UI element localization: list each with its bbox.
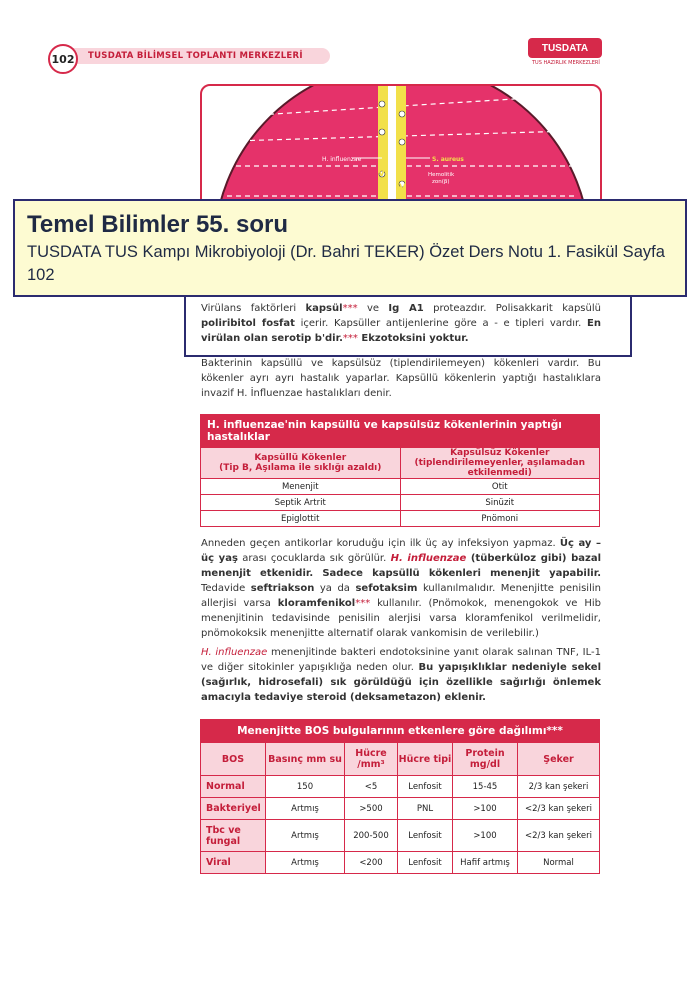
table-cell: 15-45: [453, 776, 518, 798]
table-row: [201, 511, 600, 527]
bold-sequelae: Bu yapışıklıklar nedeniyle sekel (sağırlık, hidrosefali) sık görüldüğü için özellikle sağırlığı önlemek amacıyla tedaviye steroid (deksametazon) eklenir.: [201, 662, 602, 703]
table1-title: H. influenzae'nin kapsüllü ve kapsülsüz kökenlerinin yaptığı hastalıklar: [201, 415, 600, 448]
bold-serotype: En virülan olan serotip b'dir.: [201, 318, 601, 344]
table-cell: Lenfosit: [398, 776, 453, 798]
table-cell: Otit: [400, 479, 600, 495]
table-cell: Artmış: [266, 852, 345, 874]
table-cell: <200: [345, 852, 398, 874]
table-row: [201, 479, 600, 495]
row-label: Normal: [201, 776, 266, 798]
table-cell: <5: [345, 776, 398, 798]
table-cell: <2/3 kan şekeri: [518, 798, 600, 820]
label-hemolytic-zone: zon(β): [432, 179, 450, 185]
logo-subtitle: TUS HAZIRLIK MERKEZLERİ: [532, 60, 600, 66]
question-source: TUSDATA TUS Kampı Mikrobiyoloji (Dr. Bahri TEKER) Özet Ders Notu 1. Fasikül Sayfa 102: [27, 243, 665, 284]
label-h-influenzae: H. influenzae: [322, 156, 362, 163]
marker-v-3: V: [378, 169, 385, 179]
text-span: ve: [357, 303, 389, 314]
table-cell: >500: [345, 798, 398, 820]
capsule-diseases-table: [200, 414, 600, 527]
table-cell: Artmış: [266, 798, 345, 820]
table-header: Basınç mm su: [266, 743, 345, 776]
marker-v-2: V: [399, 127, 406, 137]
organism-name: H. influenzae: [390, 553, 467, 564]
table-cell: 150: [266, 776, 345, 798]
bold-exotoxin: Ekzotoksini yoktur.: [357, 333, 469, 344]
row-label: Viral: [201, 852, 266, 874]
table-header: Şeker: [518, 743, 600, 776]
meningitis-treatment-paragraph: [201, 536, 601, 641]
table-row: [201, 798, 600, 820]
csf-findings-table: [200, 719, 600, 874]
table-cell: Normal: [518, 852, 600, 874]
stars: ***: [355, 598, 371, 609]
table-header: Hücre tipi: [398, 743, 453, 776]
table-cell: PNL: [398, 798, 453, 820]
question-caption-box: [13, 199, 687, 297]
text-span: kullanılır. (Pnömokok, menengokok ve Hib menenjitinin tedavisinde penisilin alerjisi varsa kloramfenikol verilmelidir, pnömokoksik menenjitte alternatif olarak vankomisin de verilebilir.): [201, 598, 601, 639]
table-cell: Epiglottit: [201, 511, 401, 527]
text-span: ya da: [314, 583, 356, 594]
table-row: [201, 852, 600, 874]
table-cell: Pnömoni: [400, 511, 600, 527]
bold-cefotaxime: sefotaksim: [355, 583, 418, 594]
bold-iga1: Ig A1: [388, 303, 424, 314]
page-header: [48, 42, 658, 72]
tusdata-logo: [528, 38, 604, 70]
label-hemolytic: Hemolitik: [428, 172, 455, 178]
organism-name: H. influenzae: [201, 647, 268, 658]
table-cell: Artmış: [266, 820, 345, 852]
stars: ***: [342, 333, 358, 344]
logo-text: TUSDATA: [528, 38, 602, 58]
text-span: içerir. Kapsüller antijenlerine göre a - e tipleri vardır.: [294, 318, 588, 329]
table-header: Hücre /mm³: [345, 743, 398, 776]
row-label: Tbc ve fungal: [201, 820, 266, 852]
highlight-outline: [184, 291, 632, 357]
question-title: Temel Bilimler 55. soru: [27, 211, 288, 238]
label-s-aureus: S. aureus: [432, 156, 464, 163]
marker-v-1: V: [378, 117, 385, 127]
bold-chloramphenicol: kloramfenikol: [277, 598, 356, 609]
page-number: 102: [48, 44, 78, 74]
table-header-row: [201, 743, 600, 776]
table-row: [201, 820, 600, 852]
capsule-strains-paragraph: Bakterinin kapsüllü ve kapsülsüz (tiplendirilemeyen) kökenleri vardır. Bu kökenler ayrı ayrı hastalık yaparlar. Kapsüllü kökenlerin yaptığı hastalıklara invazif H. İnfluenzae hastalıkları denir.: [201, 358, 601, 399]
bold-capsule: kapsül: [305, 303, 343, 314]
table-cell: <2/3 kan şekeri: [518, 820, 600, 852]
table-cell: >100: [453, 798, 518, 820]
running-title: TUSDATA BİLİMSEL TOPLANTI MERKEZLERİ: [88, 51, 303, 61]
table-cell: Lenfosit: [398, 820, 453, 852]
row-label: Bakteriyel: [201, 798, 266, 820]
table-header: BOS: [201, 743, 266, 776]
text-span: Virülans faktörleri: [201, 303, 306, 314]
bold-age-range: Üç ay – üç yaş: [201, 538, 601, 564]
text-span: Anneden geçen antikorlar koruduğu için ilk üç ay infeksiyon yapmaz.: [201, 538, 560, 549]
table-cell: Menenjit: [201, 479, 401, 495]
table-cell: Lenfosit: [398, 852, 453, 874]
table1-col-encapsulated: Kapsüllü Kökenler (Tip B, Aşılama ile sıklığı azaldı): [201, 448, 401, 479]
table1-col-unencapsulated: Kapsülsüz Kökenler (tiplendirilemeyenler, aşılamadan etkilenmedi): [400, 448, 600, 479]
marker-v-4: V: [399, 183, 406, 193]
sequelae-paragraph: [201, 645, 601, 705]
bold-basal-meningitis: (tüberküloz gibi) bazal menenjit etkenidir. Sadece kapsüllü kökenleri menenjit yapabilir.: [201, 553, 601, 579]
stars: ***: [342, 303, 358, 314]
table-cell: Septik Artrit: [201, 495, 401, 511]
table-cell: 2/3 kan şekeri: [518, 776, 600, 798]
text-span: menenjitinde bakteri endotoksinine yanıt olarak salınan TNF, IL-1 ve diğer sitokinler yapışıklığa neden olur.: [201, 647, 601, 673]
bold-poliribitol: poliribitol fosfat: [201, 318, 295, 329]
table-header: Protein mg/dl: [453, 743, 518, 776]
table-cell: Sinüzit: [400, 495, 600, 511]
table-cell: >100: [453, 820, 518, 852]
table-row: [201, 776, 600, 798]
table-cell: 200-500: [345, 820, 398, 852]
table2-title: Menenjitte BOS bulgularının etkenlere göre dağılımı***: [201, 720, 600, 743]
text-span: Tedavide: [201, 583, 251, 594]
table-cell: Hafif artmış: [453, 852, 518, 874]
text-span: kullanılmalıdır. Menenjitte penisilin allerjisi varsa: [201, 583, 601, 609]
table-row: [201, 495, 600, 511]
text-span: arası çocuklarda sık görülür.: [237, 553, 391, 564]
bold-ceftriaxone: seftriakson: [250, 583, 315, 594]
text-span: proteazdır. Polisakkarit kapsülü: [423, 303, 601, 314]
